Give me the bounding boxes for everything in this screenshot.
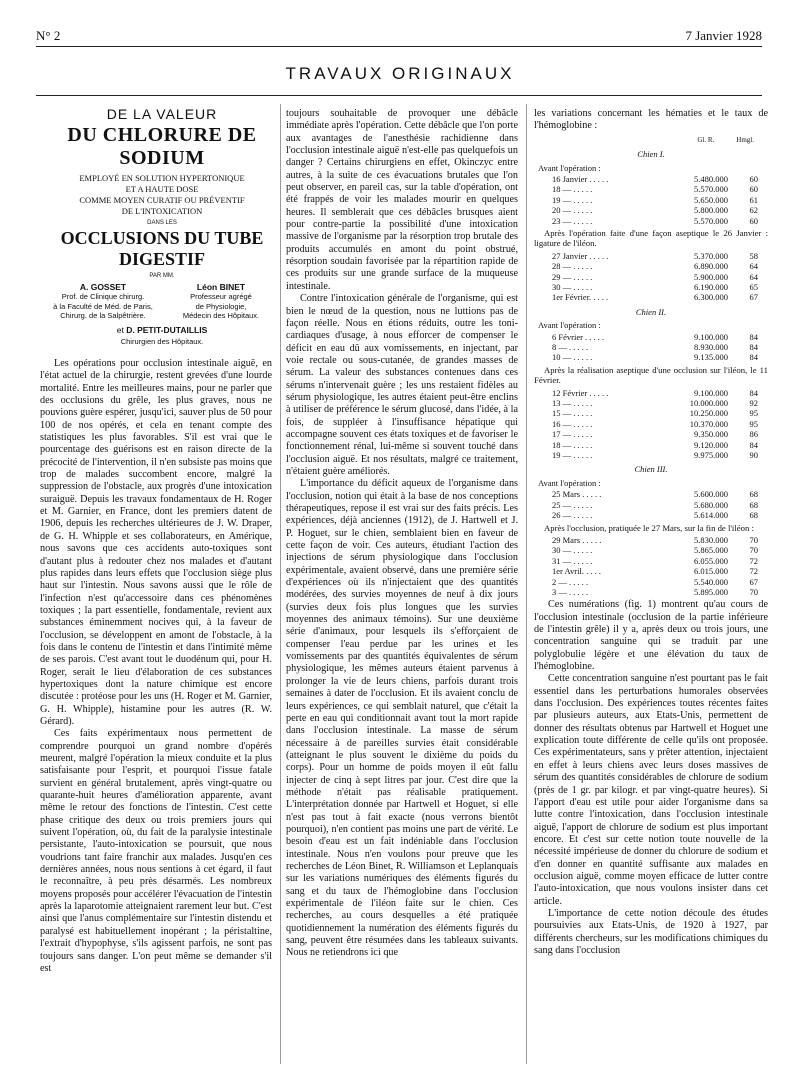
subtitle-line-6: DE L'INTOXICATION xyxy=(121,206,203,216)
hemoglobin-cell: 60 xyxy=(749,173,758,184)
date-cell: 25 — . . . . . xyxy=(552,499,593,510)
red-cells-cell: 10.000.000 xyxy=(689,398,728,409)
hemoglobin-cell: 58 xyxy=(749,250,758,261)
red-cells-cell: 6.055.000 xyxy=(694,555,728,566)
table-row xyxy=(534,216,768,226)
title-subtitle xyxy=(48,173,276,217)
table-row xyxy=(534,352,768,362)
affiliation-line: Prof. de Clinique chirurg. xyxy=(61,292,145,301)
hemoglobin-cell: 70 xyxy=(749,545,758,556)
table-row xyxy=(534,251,768,261)
red-cells-cell: 5.370.000 xyxy=(694,250,728,261)
hemoglobin-cell: 65 xyxy=(749,281,758,292)
table-section-label: Avant l'opération : xyxy=(538,320,601,331)
date-cell: 28 — . . . . . xyxy=(552,261,593,272)
table-row xyxy=(534,282,768,292)
hemoglobin-cell: 64 xyxy=(749,261,758,272)
table-row xyxy=(534,184,768,194)
blood-count-table xyxy=(534,135,768,598)
date-cell: 1er Avril. . . . . xyxy=(552,566,601,577)
hemoglobin-cell: 86 xyxy=(749,429,758,440)
red-cells-cell: 9.100.000 xyxy=(694,387,728,398)
hemoglobin-cell: 95 xyxy=(749,418,758,429)
date-cell: 6 Février . . . . . xyxy=(552,331,605,342)
date-cell: 26 — . . . . . xyxy=(552,510,593,521)
table-section-label: Avant l'opération : xyxy=(538,162,601,173)
hemoglobin-cell: 95 xyxy=(749,408,758,419)
date-cell: 16 Janvier . . . . . xyxy=(552,173,609,184)
author-affiliation xyxy=(48,292,158,321)
table-row xyxy=(534,332,768,342)
paragraph: L'importance du déficit aqueux de l'organisme dans l'occlusion, notion qui était à la base de nos conceptions thérapeutiques, repose il est vrai sur des faits précis. Les expériences, déjà anciennes (1912), de J. Hartwell et J. P. Hoguet, sur le chien, semblaient bien en faveur de cette façon de voir. Ces auteurs, étudiant l'action des injections de sérum physiologique dans l'occlusion expérimentale, avaient observé, dans une première série d'expériences où ils n'injectaient que des quantités modérées, des survies moyennes de neuf à dix jours (survies deux fois plus longues que les survies moyennes des animaux témoins). Sur une deuxième série d'animaux, pour lesquels ils s'efforçaient de compenser l'eau perdue par les urines et les vomissements par des quantités équivalentes de sérum physiologique, les mêmes auteurs étaient parvenus à prolonger la vie de leurs chiens, parfois durant trois semaines à dater de l'occlusion. Et ils avaient conclu de leurs expériences, ce qui semblait naturel, que c'était la perte en eau qui conditionnait avant tout la mort rapide dans l'occlusion intestinale. La masse de sérum nécessaire à de pareilles survies était considérable (atteignant le plus souvent le dixième du poids du corps). Pour un homme de poids moyen il eût fallu injecter de cinq à sept litres par jour. C'est dire que la méthode n'était pas réalisable pratiquement. L'interprétation donnée par Hartwell et Hoguet, si elle n'est pas tout à fait exacte (nous verrons bientôt pourquoi), n'en contient pas moins une part de vérité. Le besoin d'eau est un fait indéniable dans l'occlusion intestinale. Nous n'en voulons pour preuve que les recherches de Léon Binet, R. Williamson et Leplanquais sur les variations numériques des éléments figurés du sang et du taux de l'hémoglobine dans l'occlusion expérimentale de l'iléon faite sur le chien. Ces recherches, au cours desquelles a été pratiquée quotidiennement la numération des éléments figurés du sang, peuvent être résumées dans les tableaux suivants. Nous ne retiendrons ici que xyxy=(286,478,518,959)
red-cells-cell: 5.614.000 xyxy=(694,510,728,521)
table-row xyxy=(534,195,768,205)
red-cells-cell: 5.830.000 xyxy=(694,534,728,545)
table-row xyxy=(534,261,768,271)
column-divider xyxy=(280,104,281,1064)
table-row xyxy=(534,388,768,398)
column-divider xyxy=(526,104,527,1064)
table-row xyxy=(534,205,768,215)
hemoglobin-cell: 72 xyxy=(749,555,758,566)
hemoglobin-cell: 84 xyxy=(749,331,758,342)
table-section-label: Avant l'opération : xyxy=(538,477,601,488)
paragraph: L'importance de cette notion découle des études poursuivies aux Etats-Unis, de 1920 à 1927, par différents chercheurs, sur les modifications chimiques du sang dans l'occlusion xyxy=(534,907,768,956)
dog-group-title: Chien II. xyxy=(635,306,667,317)
table-row xyxy=(534,535,768,545)
table-row xyxy=(534,440,768,450)
hemoglobin-cell: 68 xyxy=(749,499,758,510)
column-header-hmgl: Hmgl. xyxy=(736,135,754,144)
paragraph: Ces faits expérimentaux nous permettent de comprendre pourquoi un grand nombre d'opérés meurent, malgré l'opération la mieux conduite et la plus satisfaisante pour l'esprit, et pourquoi l'issue fatale survient en général brutalement, après vingt-quatre ou quarante-huit heures d'amélioration apparente, avant même le retour des fonctions de l'intestin. C'est cette phase critique des deux ou trois premiers jours qui suivent l'opération, où, du fait de la paralysie intestinale persistante, l'auto-intoxication se poursuit, que nous voudrions tant faire franchir aux malades. Jusqu'en ces dernières années, nous nous sentions à cet égard, il faut le reconnaître, à peu près désarmés. Les nombreux moyens proposés pour accélérer l'évacuation de l'intestin après la laparotomie atteignaient rarement leur but. C'est ainsi que l'anus complémentaire sur l'intestin distendu et paralysé est habituellement inopérant ; la péristaltine, l'extrait d'hypophyse, s'ils agissent parfois, ne sont pas toujours sans danger. L'on peut même se demander s'il est xyxy=(40,728,272,974)
date-cell: 30 — . . . . . xyxy=(552,545,593,556)
date-cell: 18 — . . . . . xyxy=(552,439,593,450)
dog-group-title: Chien III. xyxy=(634,464,668,475)
hemoglobin-cell: 67 xyxy=(749,292,758,303)
title-line-2: DU CHLORURE DE SODIUM xyxy=(67,124,257,169)
red-cells-cell: 9.100.000 xyxy=(694,331,728,342)
date-cell: 15 — . . . . . xyxy=(552,408,593,419)
date-cell: 23 — . . . . . xyxy=(552,215,593,226)
hemoglobin-cell: 84 xyxy=(749,439,758,450)
affiliation-line: à la Faculté de Méd. de Paris, xyxy=(53,301,153,311)
issue-number: N° 2 xyxy=(36,28,61,43)
author-name: A. GOSSET xyxy=(79,282,127,292)
hemoglobin-cell: 70 xyxy=(749,534,758,545)
red-cells-cell: 5.540.000 xyxy=(694,576,728,587)
date-cell: 10 — . . . . . xyxy=(552,352,593,363)
red-cells-cell: 6.190.000 xyxy=(694,281,728,292)
red-cells-cell: 5.800.000 xyxy=(694,205,728,216)
red-cells-cell: 9.120.000 xyxy=(694,439,728,450)
red-cells-cell: 8.930.000 xyxy=(694,342,728,352)
red-cells-cell: 5.680.000 xyxy=(694,499,728,510)
red-cells-cell: 5.895.000 xyxy=(694,586,728,597)
hemoglobin-cell: 92 xyxy=(749,398,758,409)
dog-group-title: Chien I. xyxy=(637,149,665,160)
date-cell: 13 — . . . . . xyxy=(552,398,593,409)
red-cells-cell: 10.370.000 xyxy=(689,418,728,429)
date-cell: 30 — . . . . . xyxy=(552,281,593,292)
table-row xyxy=(534,408,768,418)
affiliation-line: de Physiologie, xyxy=(195,301,247,311)
hemoglobin-cell: 68 xyxy=(749,510,758,521)
author-name: Léon BINET xyxy=(196,282,246,292)
paragraph: les variations concernant les hématies et le taux de l'hémoglobine : xyxy=(534,108,768,132)
date-cell: 29 Mars . . . . . xyxy=(552,534,602,545)
table-row xyxy=(534,500,768,510)
red-cells-cell: 5.600.000 xyxy=(694,489,728,500)
date-cell: 25 Mars . . . . . xyxy=(552,489,602,500)
paragraph: Ces numérations (fig. 1) montrent qu'au cours de l'occlusion intestinale (occlusion de la partie inférieure de l'intestin grêle) il y a, après deux ou trois jours, une concentration sanguine qui se traduit par une polyglobulie légère et une élévation du taux de l'hémoglobine. xyxy=(534,599,768,673)
date-cell: 3 — . . . . . xyxy=(552,586,589,597)
table-row xyxy=(534,342,768,352)
and-word: et xyxy=(116,324,124,335)
red-cells-cell: 5.480.000 xyxy=(694,173,728,184)
author-petit-dutaillis xyxy=(48,325,276,346)
table-row xyxy=(534,398,768,408)
table-row xyxy=(534,577,768,587)
table-section-label: Après l'occlusion, pratiquée le 27 Mars, sur la fin de l'iléon : xyxy=(544,522,754,533)
hemoglobin-cell: 90 xyxy=(749,450,758,461)
table-section-label: Après l'opération faite d'une façon aseptique le 26 Janvier : ligature de l'iléon. xyxy=(534,227,768,249)
title-line-7: DANS LES xyxy=(147,220,177,226)
subtitle-line-5: COMME MOYEN CURATIF OU PRÉVENTIF xyxy=(79,195,245,205)
red-cells-cell: 10.250.000 xyxy=(689,408,728,419)
red-cells-cell: 5.570.000 xyxy=(694,184,728,195)
date-cell: 20 — . . . . . xyxy=(552,205,593,216)
red-cells-cell: 6.890.000 xyxy=(694,261,728,272)
hemoglobin-cell: 84 xyxy=(749,387,758,398)
subtitle-line-4: ET A HAUTE DOSE xyxy=(125,184,199,194)
date-cell: 18 — . . . . . xyxy=(552,184,593,195)
authors xyxy=(48,282,276,321)
column-header-gr: Gl. R. xyxy=(697,135,715,144)
date-cell: 2 — . . . . . xyxy=(552,576,589,587)
hemoglobin-cell: 61 xyxy=(749,194,758,205)
paragraph: toujours souhaitable de provoquer une débâcle immédiate après l'opération. Cette débâcle que l'on porte aux avantages de l'anesthésie rachidienne dans l'occlusion intestinale aiguë n'est-elle pas quelquefois un danger ? Certains chirurgiens en effet, Okinczyc entre autres, à la suite de ces évacuations brutales que l'on peut observer, en pareil cas, sur la table d'opération, ont été frappés de voir les malades mourir en quelques heures. Il semblerait que ces débâcles brusques aient pour contre-partie la possibilité d'une intoxication massive de l'organisme par la résorption trop brutale des produits accumulés en amont du point obstrué, résorption soudain favorisée par la répartition rapide de ces produits sur une grande surface de la muqueuse intestinale. xyxy=(286,108,518,292)
red-cells-cell: 6.015.000 xyxy=(694,566,728,577)
date-cell: 19 — . . . . . xyxy=(552,194,593,205)
table-row xyxy=(534,489,768,499)
paragraph: Contre l'intoxication générale de l'organisme, qui est bien le nœud de la question, nous ne luttions pas de façon réelle. Nous en étions réduits, outre les toni-cardiaques d'usage, à nous efforcer de compenser le déficit en eau dû aux vomissements, en injectant, par voie rectale ou sous-cutanée, de grandes masses de sérum. La valeur des substances contenues dans ces sérums n'intervenait guère ; les uns restaient fidèles au sérum physiologique, les autres étaient peut-être enclins à utiliser de préférence le sérum glucosé, dans l'idée, à la fois, de suppléer à l'insuffisance hépatique qui accompagne souvent ces états toxiques et de favoriser le fonctionnement rénal, lui-même si souvent touché dans l'occlusion aiguë. Et nos résultats, malgré ce traitement, n'étaient guère améliorés. xyxy=(286,293,518,477)
author-binet xyxy=(166,282,276,321)
affiliation-line: Chirurg. de la Salpêtrière. xyxy=(60,311,146,320)
title-line-8: OCCLUSIONS DU TUBE DIGESTIF xyxy=(60,228,264,269)
red-cells-cell: 5.900.000 xyxy=(694,271,728,282)
red-cells-cell: 9.135.000 xyxy=(694,352,728,363)
date-cell: 29 — . . . . . xyxy=(552,271,593,282)
hemoglobin-cell: 60 xyxy=(749,184,758,195)
running-header xyxy=(36,28,762,44)
table-row xyxy=(534,556,768,566)
column-1 xyxy=(40,358,272,975)
header-rule xyxy=(36,46,762,47)
red-cells-cell: 9.350.000 xyxy=(694,429,728,440)
date-cell: 8 — . . . . . xyxy=(552,342,589,352)
hemoglobin-cell: 72 xyxy=(749,566,758,577)
subtitle-line-3: EMPLOYÉ EN SOLUTION HYPERTONIQUE xyxy=(79,173,245,183)
author-name: D. PETIT-DUTAILLIS xyxy=(126,324,208,335)
table-section-label: Après la réalisation aseptique d'une occlusion sur l'iléon, le 11 Février. xyxy=(534,364,768,386)
author-affiliation: Chirurgien des Hôpitaux. xyxy=(120,336,204,346)
paragraph: Cette concentration sanguine n'est pourtant pas le fait essentiel dans les perturbations humorales observées dans l'occlusion. Des expériences toutes récentes faites par plusieurs auteurs, aux Etats-Unis, permettent de donner des résultats obtenus par Hartwell et Hoguet une explication toute différente de celle qu'ils ont proposée. Ces expérimentateurs, sans y prêter attention, injectaient en effet à leurs chiens avec leurs doses massives de sérum des quantités considérables de chlorure de sodium (près de 1 gr. par kilogr. et par vingt-quatre heures). Si l'apport d'eau est utile pour aider l'organisme dans sa lutte contre l'intoxication, dans l'occlusion intestinale aiguë, l'apport de chlorure de sodium est plus important encore. Et c'est sur cette notion toute nouvelle de la nécessité impérieuse de donner du chlorure de sodium et d'en donner en quantité suffisante aux malades en occlusion aiguë, comme moyen efficace de lutter contre l'auto-intoxication, que nous voulons insister dans cet article. xyxy=(534,673,768,907)
author-affiliation xyxy=(166,292,276,321)
hemoglobin-cell: 64 xyxy=(749,271,758,282)
column-3 xyxy=(534,108,768,957)
section-rule xyxy=(36,95,762,96)
table-row xyxy=(534,587,768,597)
date-cell: 17 — . . . . . xyxy=(552,429,593,440)
table-row xyxy=(534,429,768,439)
hemoglobin-cell: 84 xyxy=(749,352,758,363)
issue-date: 7 Janvier 1928 xyxy=(685,28,762,43)
table-row xyxy=(534,510,768,520)
table-row xyxy=(534,545,768,555)
paragraph: Les opérations pour occlusion intestinale aiguë, en l'état actuel de la chirurgie, restent grevées d'une lourde mortalité. Entre les meilleures mains, pour ne parler que des occlusions du grêle, les plus graves, nous ne pouvions guère espérer, jusqu'ici, sauver plus de 50 pour 100 de nos opérés, et cela en tenant compte des statistiques les plus favorables. S'il est vrai que le pourcentage des guérisons est en raison directe de la précocité de l'intervention, il n'en subsiste pas moins que trop de malades succombent encore, malgré la suppression de l'obstacle, aux progrès d'une intoxication suraiguë. Depuis les travaux fondamentaux de H. Roger et M. Garnier, en France, dont les premiers datent de 1906, depuis les recherches ultérieures de J. W. Draper, de G. H. Whipple et ses collaborateurs, en Amérique, nous savons que ces accidents auto-toxiques sont d'autant plus à redouter chez nos malades et d'autant plus rapides dans leurs effets que l'occlusion siège plus haut sur l'intestin. Nous savons aussi que le rôle de l'infection n'est qu'accessoire dans ces phénomènes toxiques ; la part essentielle, fondamentale, revient aux substances éminemment nocives qui, à la faveur de l'occlusion, se développent en amont de l'obstacle, à la fois dans le contenu de l'intestin et dans l'intimité même de ses parois. C'est avant tout le duodénum qui, pour H. Roger, serait le lieu d'élaboration de ces substances hypertoxiques dont la nature chimique est encore discutée : protéose pour les uns (H. Roger et M. Garnier, G. H. Whipple), histamine pour les autres (R. W. Gérard). xyxy=(40,358,272,727)
hemoglobin-cell: 62 xyxy=(749,205,758,216)
affiliation-line: Médecin des Hôpitaux. xyxy=(182,311,260,320)
hemoglobin-cell: 67 xyxy=(749,576,758,587)
table-row xyxy=(534,174,768,184)
red-cells-cell: 9.975.000 xyxy=(694,450,728,461)
hemoglobin-cell: 84 xyxy=(749,342,758,352)
title-line-1: DE LA VALEUR xyxy=(106,106,218,122)
column-2 xyxy=(286,108,518,960)
table-row xyxy=(534,450,768,460)
table-row xyxy=(534,419,768,429)
section-title: TRAVAUX ORIGINAUX xyxy=(285,64,515,83)
table-row xyxy=(534,292,768,302)
hemoglobin-cell: 60 xyxy=(749,215,758,226)
red-cells-cell: 5.865.000 xyxy=(694,545,728,556)
table-row xyxy=(534,566,768,576)
author-gosset xyxy=(48,282,158,321)
date-cell: 19 — . . . . . xyxy=(552,450,593,461)
hemoglobin-cell: 70 xyxy=(749,586,758,597)
red-cells-cell: 6.300.000 xyxy=(694,292,728,303)
affiliation-line: Professeur agrégé xyxy=(190,292,252,301)
red-cells-cell: 5.650.000 xyxy=(694,194,728,205)
date-cell: 16 — . . . . . xyxy=(552,418,593,429)
table-header xyxy=(534,135,754,145)
date-cell: 12 Février . . . . . xyxy=(552,387,609,398)
byline-par: PAR MM. xyxy=(149,273,175,279)
date-cell: 1er Février. . . . . xyxy=(552,292,609,303)
date-cell: 31 — . . . . . xyxy=(552,555,593,566)
hemoglobin-cell: 68 xyxy=(749,489,758,500)
date-cell: 27 Janvier . . . . . xyxy=(552,250,609,261)
red-cells-cell: 5.570.000 xyxy=(694,215,728,226)
article-title-block xyxy=(48,102,276,347)
table-row xyxy=(534,272,768,282)
